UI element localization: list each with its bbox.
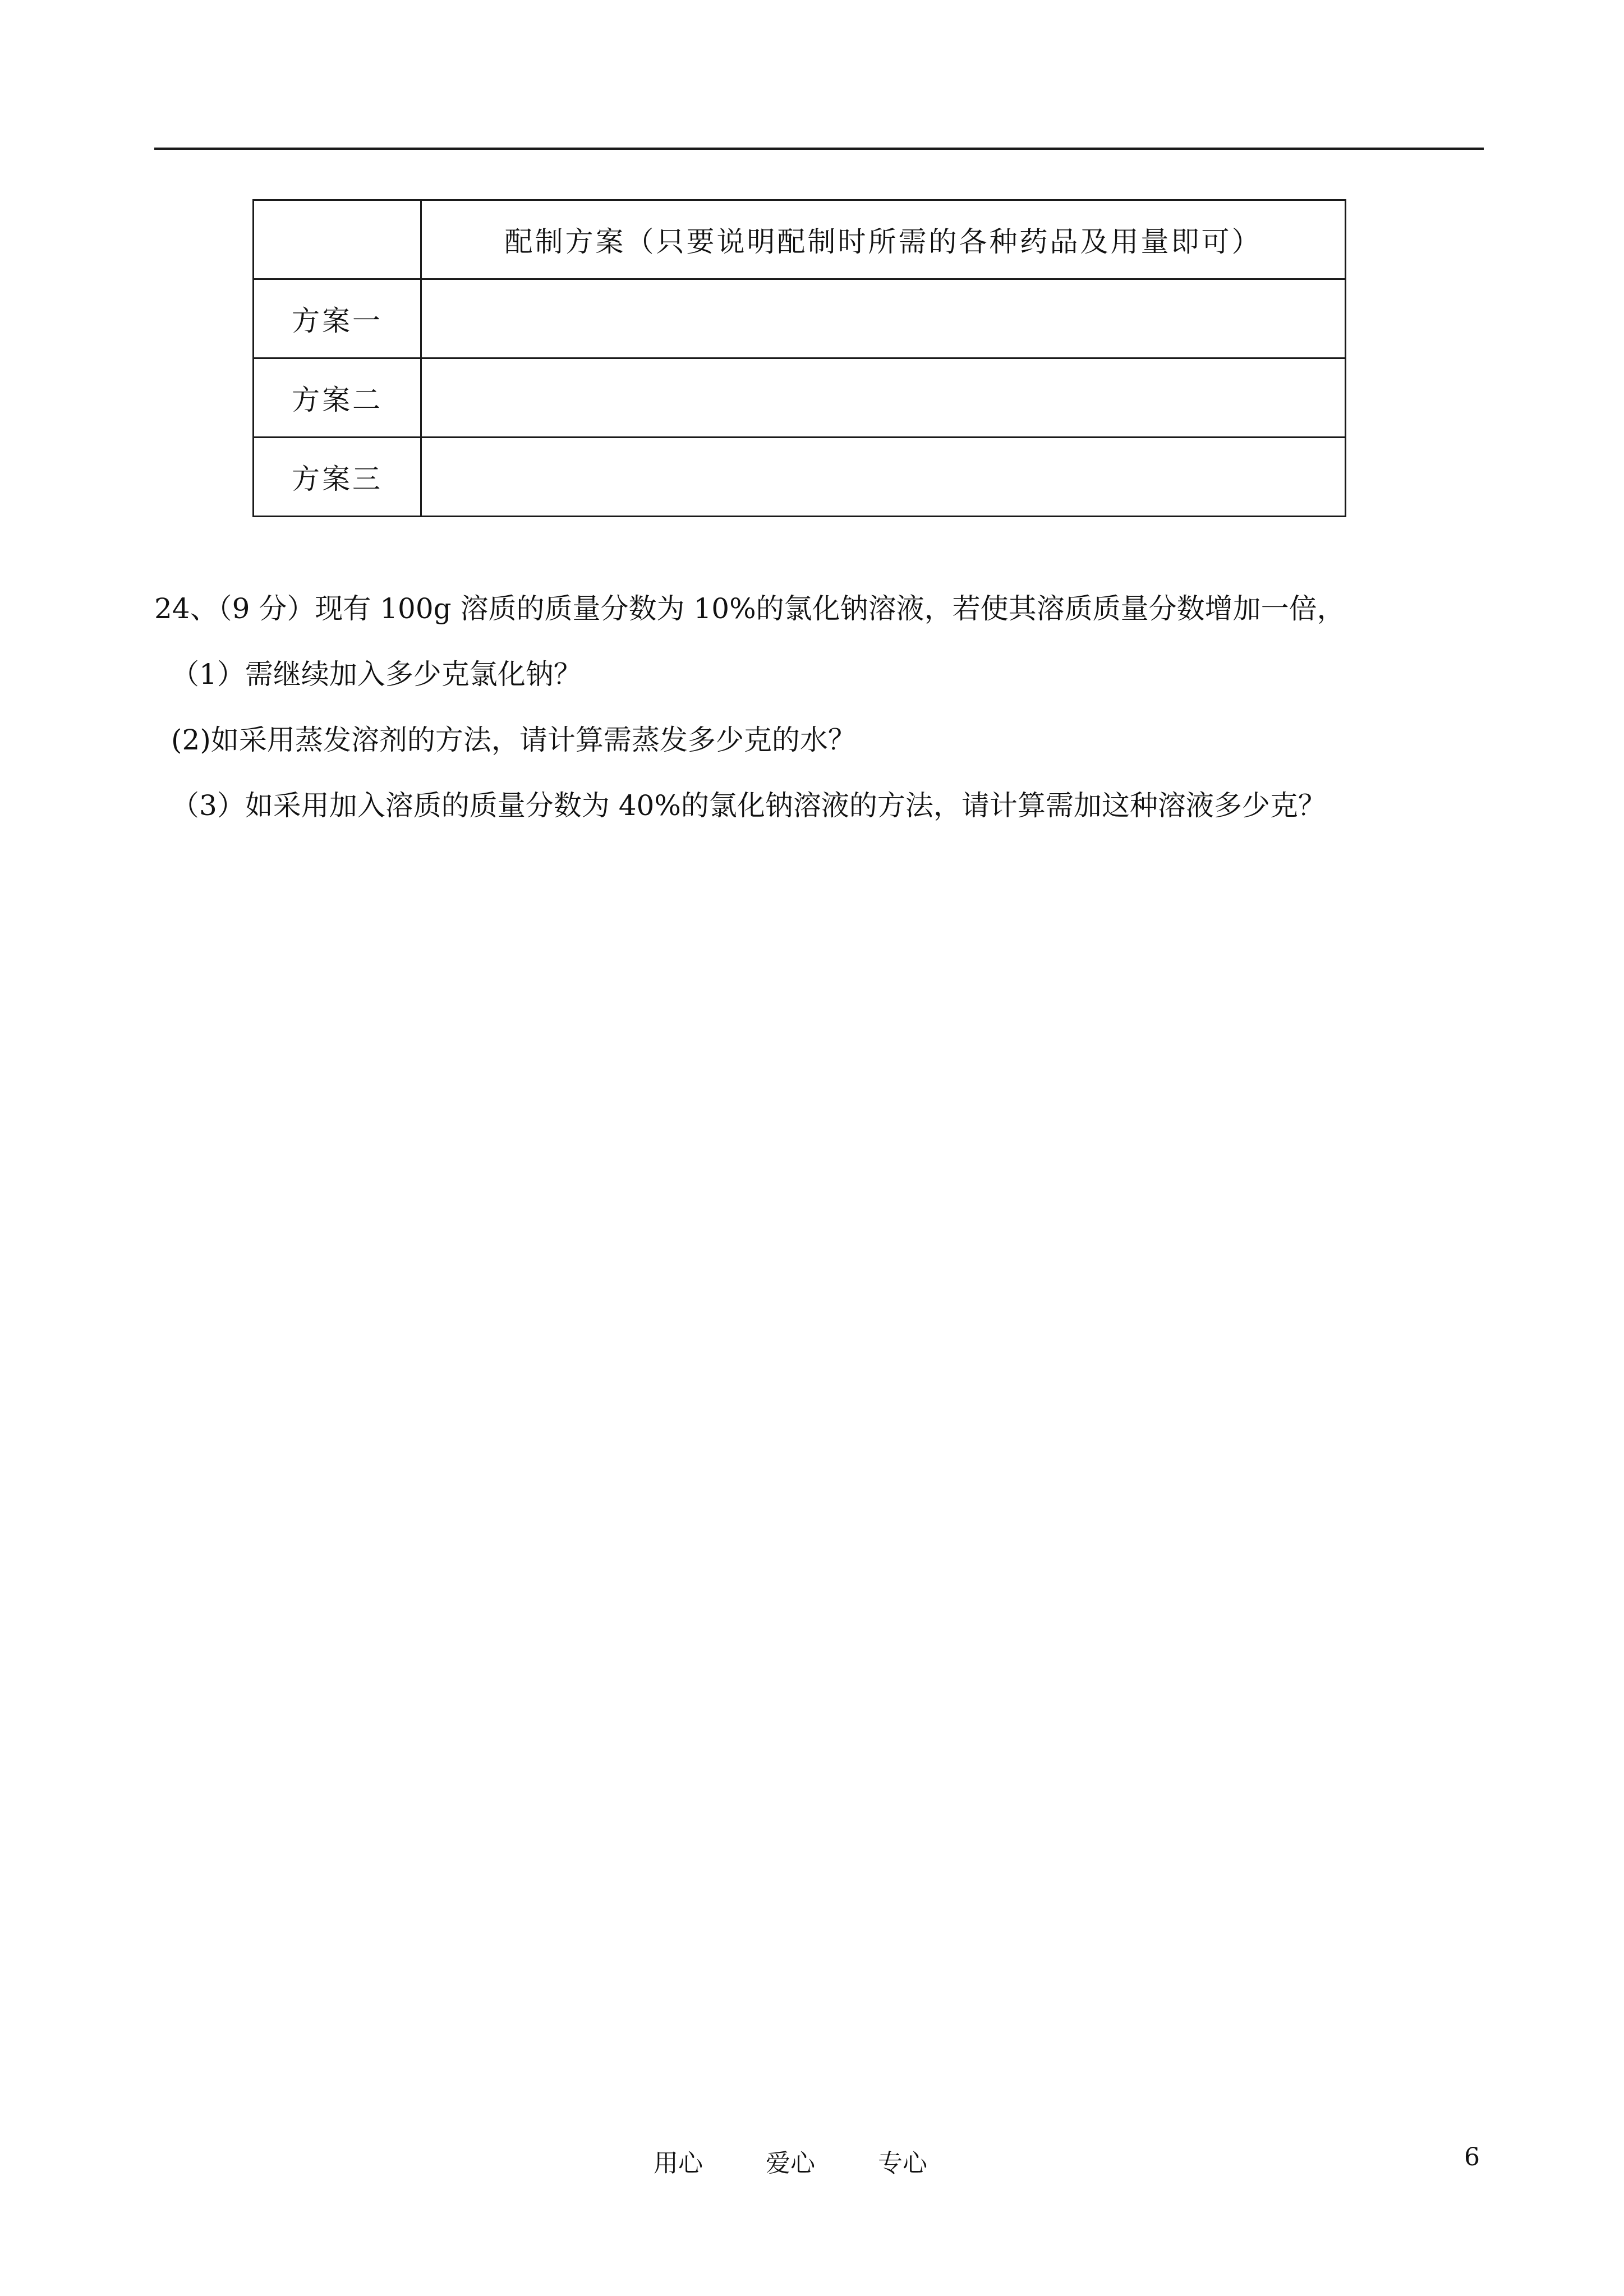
table-header-title: 配制方案（只要说明配制时所需的各种药品及用量即可） xyxy=(421,200,1346,279)
page-number: 6 xyxy=(1464,2143,1480,2171)
footer-word: 专心 xyxy=(878,2149,927,2178)
question-part-3: （3）如采用加入溶质的质量分数为 40%的氯化钠溶液的方法，请计算需加这种溶液多少克？ xyxy=(171,789,1326,822)
footer-word: 爱心 xyxy=(766,2149,815,2178)
plan-content xyxy=(421,438,1346,517)
plan-content xyxy=(421,279,1346,358)
plan-label: 方案二 xyxy=(254,358,421,438)
header-rule xyxy=(154,148,1484,150)
plan-table xyxy=(252,199,1346,517)
table-header-corner xyxy=(254,200,421,279)
table-row xyxy=(254,438,1346,517)
footer-motto xyxy=(654,2143,990,2179)
plan-label: 方案三 xyxy=(254,438,421,517)
footer-word: 用心 xyxy=(654,2149,703,2178)
table-header-row xyxy=(254,200,1346,279)
question-part-2: (2)如采用蒸发溶剂的方法，请计算需蒸发多少克的水？ xyxy=(171,724,856,756)
table-row xyxy=(254,279,1346,358)
question-part-1: （1）需继续加入多少克氯化钠？ xyxy=(171,658,582,691)
question-24 xyxy=(154,592,1484,854)
table-row xyxy=(254,358,1346,438)
plan-label: 方案一 xyxy=(254,279,421,358)
plan-content xyxy=(421,358,1346,438)
question-stem: 24、（9 分）现有 100g 溶质的质量分数为 10%的氯化钠溶液，若使其溶质质量分数增加一倍， xyxy=(154,592,1345,625)
